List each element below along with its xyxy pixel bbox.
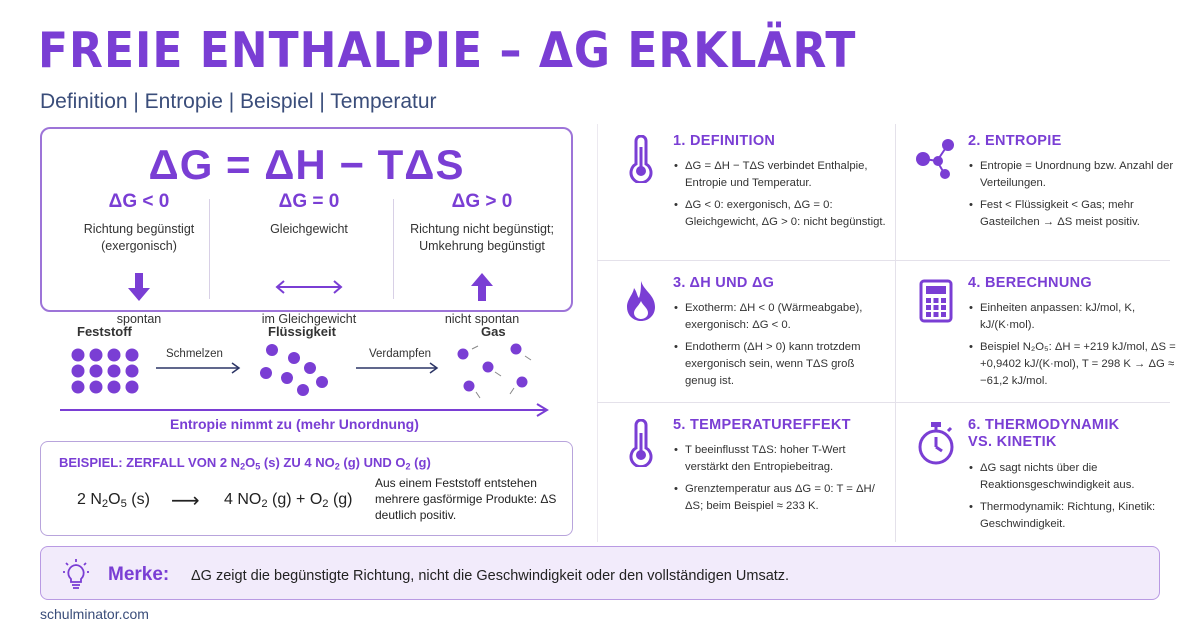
- entropy-axis-label: Entropie nimmt zu (mehr Unordnung): [170, 416, 419, 432]
- card-title: 2. ENTROPIE: [968, 133, 1062, 149]
- merke-box: [40, 546, 1160, 600]
- list-item: • ΔG sagt nichts über die Reaktionsgeschwindigkeit aus.: [968, 460, 1183, 493]
- list-item: • Fest < Flüssigkeit < Gas; mehr Gasteilchen → ΔS meist positiv.: [968, 197, 1183, 230]
- card-list: [968, 460, 1183, 539]
- gas-particles: [458, 344, 528, 392]
- phase-transition-diagram: [40, 340, 580, 422]
- divider: [393, 199, 394, 299]
- card-title: 4. BERECHNUNG: [968, 275, 1092, 291]
- example-title: BEISPIEL: ZERFALL VON 2 $N_2O_5$ (s) ZU 4 $NO_2$ (g) UND $O_2$ (g): [59, 455, 431, 472]
- phase-solid-label: Feststoff: [77, 324, 132, 339]
- card-list: [968, 300, 1183, 396]
- lightbulb-icon: [61, 558, 91, 595]
- solid-particles: [72, 349, 139, 394]
- arrow-up-icon: [397, 267, 567, 307]
- molecule-icon: [910, 133, 962, 185]
- card-title: 5. TEMPERATUREFFEKT: [673, 417, 851, 433]
- card-list: [673, 158, 888, 237]
- evaporate-arrow: [356, 363, 437, 373]
- calculator-icon: [910, 275, 962, 327]
- merke-text: ΔG zeigt die begünstigte Richtung, nicht die Geschwindigkeit oder den vollständigen Umsatz.: [191, 568, 790, 584]
- list-item: • T beeinflusst TΔS: hoher T-Wert verstärkt den Entropiebeitrag.: [673, 442, 888, 475]
- list-item: • Thermodynamik: Richtung, Kinetik: Geschwindigkeit.: [968, 499, 1183, 532]
- card-list: [673, 442, 888, 521]
- phase-liquid-label: Flüssigkeit: [268, 324, 336, 339]
- card-title: 6. THERMODYNAMIK VS. KINETIK: [968, 417, 1120, 451]
- merke-label: Merke:: [108, 564, 170, 585]
- condition-description: Richtung begünstigt (exergonisch): [83, 222, 195, 253]
- condition-label: nicht spontan: [444, 312, 520, 326]
- grid-divider: [597, 124, 598, 542]
- equation-products: 4 $NO_2$ $(g) + O_2$ (g): [224, 491, 353, 510]
- condition-value: ΔG > 0: [451, 191, 513, 212]
- condition-negative: [54, 191, 224, 326]
- condition-value: ΔG < 0: [108, 191, 170, 212]
- entropy-axis-arrow: [60, 404, 547, 416]
- condition-value: ΔG = 0: [278, 191, 340, 212]
- condition-description: Gleichgewicht: [270, 222, 348, 236]
- list-item: • Entropie = Unordnung bzw. Anzahl der Verteilungen.: [968, 158, 1183, 191]
- thermometer-icon: [615, 417, 667, 469]
- stopwatch-icon: [910, 417, 962, 469]
- list-item: • Beispiel N₂O₅: ΔH = +219 kJ/mol, ΔS = +0,9402 kJ/(K·mol), T = 298 K → ΔG ≈ −61,2 kJ/mol.: [968, 339, 1183, 389]
- grid-divider: [597, 260, 1170, 261]
- list-item: • ΔG = ΔH − TΔS verbindet Enthalpie, Entropie und Temperatur.: [673, 158, 888, 191]
- melt-arrow: [156, 363, 239, 373]
- arrow-down-icon: [54, 267, 224, 307]
- card-list: [968, 158, 1183, 237]
- condition-label: spontan: [116, 312, 162, 326]
- gibbs-formula: ΔG = ΔH − TΔS: [148, 141, 465, 188]
- card-title: 3. ΔH UND ΔG: [673, 275, 775, 291]
- list-item: • Grenztemperatur aus ΔG = 0: T = ΔH/ΔS; beim Beispiel ≈ 233 K.: [673, 481, 888, 514]
- double-arrow-icon: [224, 267, 394, 307]
- condition-label: im Gleichgewicht: [261, 312, 357, 326]
- condition-positive: [397, 191, 567, 326]
- page-title: FREIE ENTHALPIE – ΔG ERKLÄRT: [38, 22, 857, 80]
- divider: [209, 199, 210, 299]
- reaction-arrow: ⟶: [171, 490, 200, 512]
- list-item: • ΔG < 0: exergonisch, ΔG = 0: Gleichgewicht, ΔG > 0: nicht begünstigt.: [673, 197, 888, 230]
- list-item: • Einheiten anpassen: kJ/mol, K, kJ/(K·mol).: [968, 300, 1183, 333]
- formula-box: [40, 127, 573, 326]
- card-title: 1. DEFINITION: [673, 133, 776, 149]
- melt-label: Schmelzen: [166, 348, 223, 360]
- liquid-particles: [260, 344, 328, 396]
- list-item: • Exotherm: ΔH < 0 (Wärmeabgabe), exergonisch: ΔG < 0.: [673, 300, 888, 333]
- example-note: Aus einem Feststoff entstehen mehrere gasförmige Produkte: ΔS deutlich positiv.: [375, 476, 557, 523]
- evaporate-label: Verdampfen: [369, 348, 432, 360]
- flame-icon: [615, 275, 667, 327]
- thermometer-icon: [615, 133, 667, 185]
- footer-url: schulminator.com: [40, 606, 149, 622]
- condition-zero: [224, 191, 394, 326]
- equation-reactant: 2 $N_2O_5$ (s): [77, 491, 150, 510]
- grid-divider: [597, 402, 1170, 403]
- grid-divider: [895, 124, 896, 542]
- condition-description: Richtung nicht begünstigt; Umkehrung begünstigt: [410, 222, 554, 253]
- card-list: [673, 300, 888, 396]
- page-subtitle: Definition | Entropie | Beispiel | Temperatur: [40, 90, 437, 113]
- list-item: • Endotherm (ΔH > 0) kann trotzdem exergonisch sein, wenn TΔS groß genug ist.: [673, 339, 888, 389]
- phase-gas-label: Gas: [481, 324, 506, 339]
- gas-motion-lines: [472, 346, 531, 398]
- example-box: [40, 441, 573, 536]
